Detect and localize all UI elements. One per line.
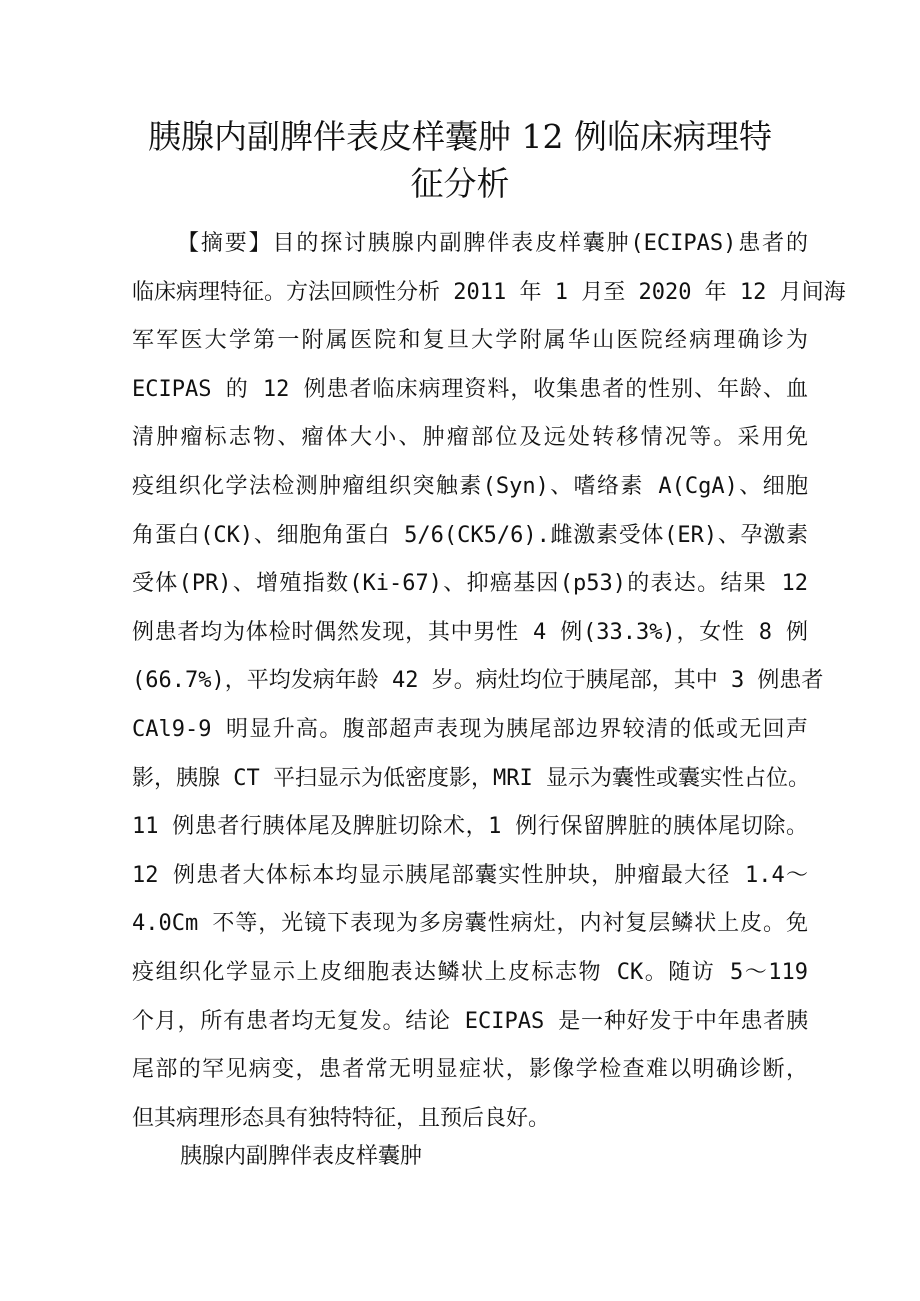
abstract-line: 12 例患者大体标本均显示胰尾部囊实性肿块，肿瘤最大径 1.4～ xyxy=(132,862,808,888)
abstract-line: 受体(PR)、增殖指数(Ki-67)、抑癌基因(p53)的表达。结果 12 xyxy=(132,571,808,597)
abstract-line: 【摘要】目的探讨胰腺内副脾伴表皮样囊肿(ECIPAS)患者的 xyxy=(177,231,808,256)
page-title-line-1: 胰腺内副脾伴表皮样囊肿 12 例临床病理特 xyxy=(148,117,772,156)
abstract-line: 临床病理特征。方法回顾性分析 2011 年 1 月至 2020 年 12 月间海 xyxy=(132,279,846,305)
abstract-line: 个月，所有患者均无复发。结论 ECIPAS 是一种好发于中年患者胰 xyxy=(132,1008,808,1034)
abstract-line: 清肿瘤标志物、瘤体大小、肿瘤部位及远处转移情况等。采用免 xyxy=(132,425,808,451)
abstract-line: 角蛋白(CK)、细胞角蛋白 5/6(CK5/6).雌激素受体(ER)、孕激素 xyxy=(132,522,808,548)
abstract-line: 疫组织化学法检测肿瘤组织突触素(Syn)、嗜络素 A(CgA)、细胞 xyxy=(132,473,808,499)
abstract-line: 疫组织化学显示上皮细胞表达鳞状上皮标志物 CK。随访 5～119 xyxy=(132,959,808,985)
abstract-line: 但其病理形态具有独特特征，且预后良好。 xyxy=(132,1105,551,1131)
abstract-line: ECIPAS 的 12 例患者临床病理资料，收集患者的性别、年龄、血 xyxy=(132,376,808,402)
abstract-line: 影，胰腺 CT 平扫显示为低密度影，MRI 显示为囊性或囊实性占位。 xyxy=(132,765,810,791)
abstract-line: 11 例患者行胰体尾及脾脏切除术，1 例行保留脾脏的胰体尾切除。 xyxy=(132,814,808,840)
abstract-line: 例患者均为体检时偶然发现，其中男性 4 例(33.3%)，女性 8 例 xyxy=(132,619,808,645)
abstract-line: 4.0Cm 不等，光镜下表现为多房囊性病灶，内衬复层鳞状上皮。免 xyxy=(132,911,808,937)
page-title-line-2: 征分析 xyxy=(410,164,510,203)
abstract-line: 尾部的罕见病变，患者常无明显症状，影像学检查难以明确诊断， xyxy=(132,1057,808,1083)
abstract-line: CAl9-9 明显升高。腹部超声表现为胰尾部边界较清的低或无回声 xyxy=(132,716,808,742)
abstract-line: 军军医大学第一附属医院和复旦大学附属华山医院经病理确诊为 xyxy=(132,328,808,354)
abstract-paragraph xyxy=(132,222,846,1145)
section-heading: 胰腺内副脾伴表皮样囊肿 xyxy=(180,1144,423,1169)
abstract-line: (66.7%)，平均发病年龄 42 岁。病灶均位于胰尾部，其中 3 例患者 xyxy=(132,668,824,694)
